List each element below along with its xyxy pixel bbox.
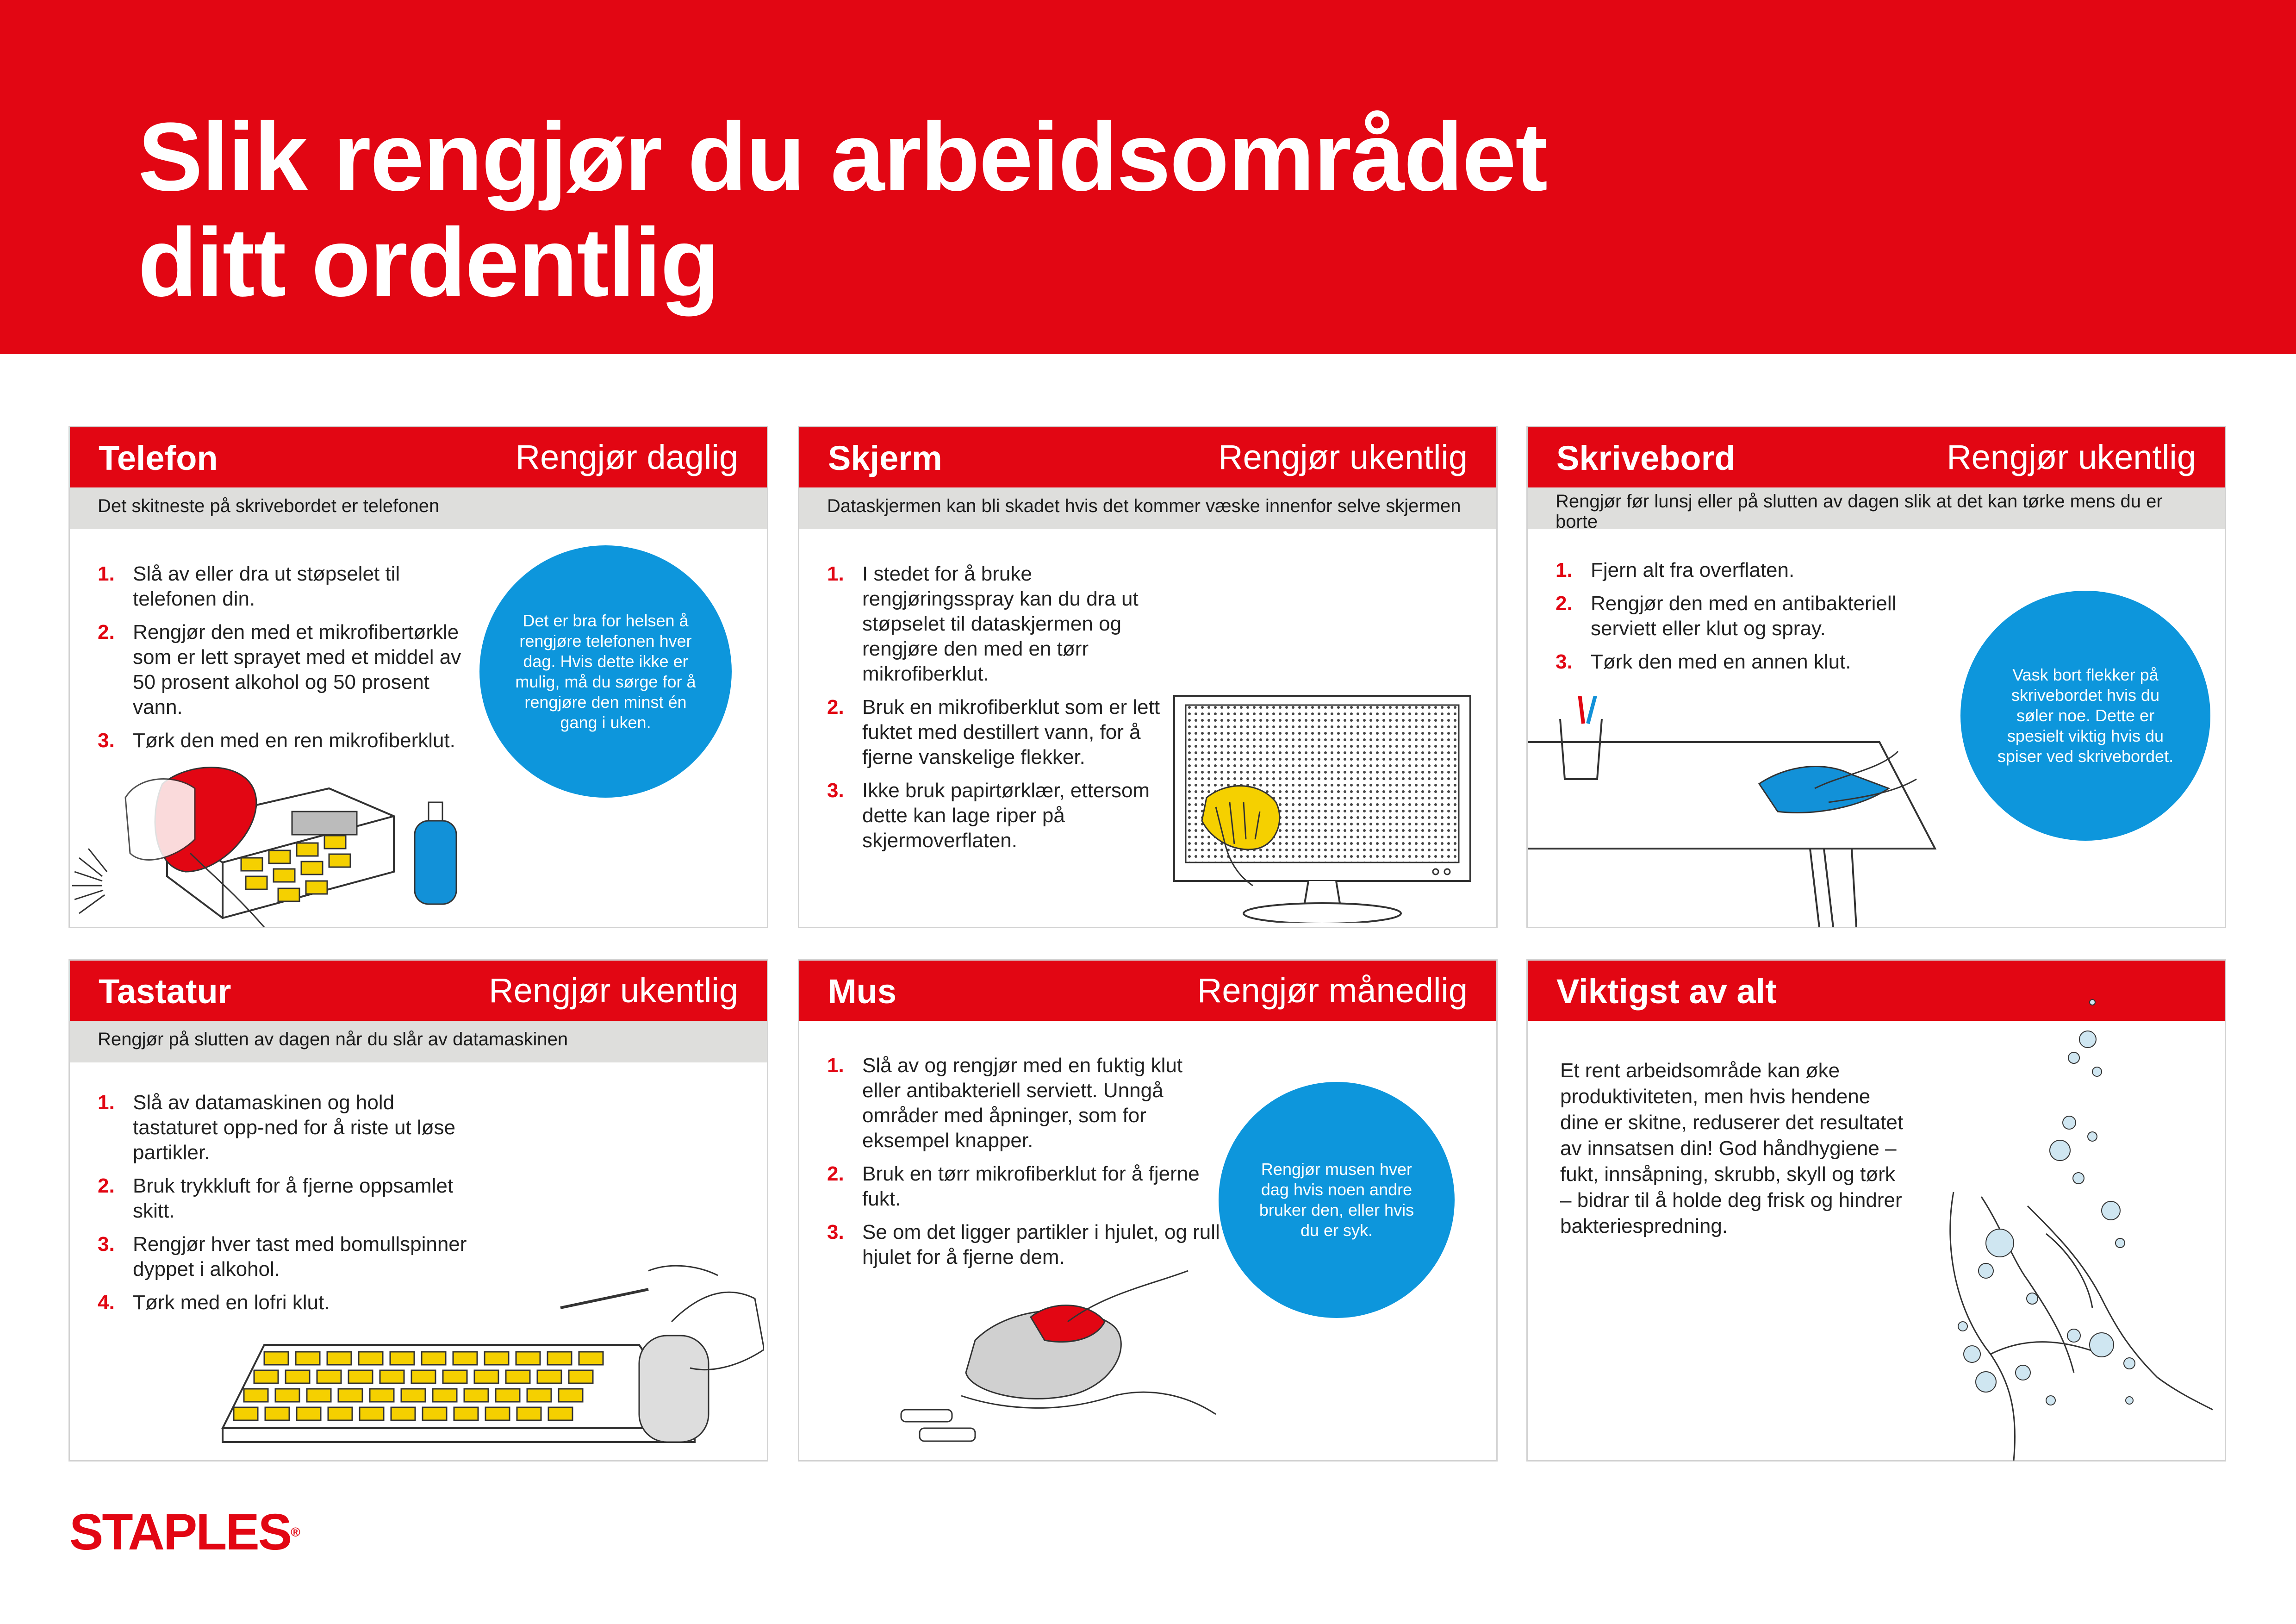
card-header <box>1528 427 2225 487</box>
card-title: Mus <box>828 972 896 1011</box>
monitor-cleaning-illustration <box>1160 691 1484 923</box>
tip-bubble: Rengjør musen hver dag hvis noen andre bruker den, eller hvis du er syk. <box>1219 1082 1455 1318</box>
soap-bubble <box>2068 1052 2079 1063</box>
step-text: Rengjør den med et mikrofibertørkle som er lett sprayet med et middel av 50 prosent alkohol og 50 prosent vann. <box>133 621 461 718</box>
step-item <box>827 778 1160 853</box>
keyboard-key <box>338 1389 362 1402</box>
keyboard-key <box>506 1370 530 1383</box>
card-frequency: Rengjør daglig <box>515 438 738 476</box>
step-text: Tørk med en lofri klut. <box>133 1291 330 1314</box>
step-item <box>98 1174 468 1224</box>
soap-bubble <box>1979 1263 1993 1278</box>
step-number: 3. <box>1556 650 1573 673</box>
keyboard-key <box>234 1407 258 1420</box>
step-number: 2. <box>98 1174 115 1197</box>
card-frequency: Rengjør ukentlig <box>1947 438 2196 476</box>
keyboard-key <box>391 1407 415 1420</box>
step-item <box>1556 650 1916 675</box>
card-header <box>70 961 767 1021</box>
step-number: 1. <box>98 1091 115 1114</box>
soap-bubble <box>2090 1333 2114 1357</box>
keyboard-key <box>537 1370 561 1383</box>
step-text: Rengjør hver tast med bomullspinner dyppet i alkohol. <box>133 1233 467 1280</box>
card-viktigst <box>1526 959 2226 1462</box>
keyboard-key <box>443 1370 467 1383</box>
keyboard-key <box>327 1352 351 1365</box>
soap-bubble <box>2050 1140 2070 1161</box>
card-header <box>799 961 1496 1021</box>
keyboard-key <box>485 1407 510 1420</box>
keyboard-key <box>264 1352 288 1365</box>
step-number: 2. <box>1556 592 1573 615</box>
card-subtitle: Dataskjermen kan bli skadet hvis det kommer væske innenfor selve skjermen <box>799 487 1496 529</box>
page-title <box>138 104 1547 315</box>
card-title: Skrivebord <box>1556 439 1736 477</box>
keyboard-key <box>548 1352 572 1365</box>
keyboard-key <box>286 1370 310 1383</box>
soap-bubble <box>1986 1229 2014 1257</box>
keyboard-key <box>527 1389 551 1402</box>
keyboard-key <box>390 1352 414 1365</box>
keyboard-key <box>453 1352 477 1365</box>
keyboard-key <box>244 1389 268 1402</box>
keyboard-key <box>516 1352 540 1365</box>
registered-mark: ® <box>291 1525 300 1539</box>
card-frequency: Rengjør ukentlig <box>1218 438 1468 476</box>
keyboard-key <box>474 1370 498 1383</box>
soap-bubble <box>2126 1397 2133 1404</box>
card-subtitle: Rengjør på slutten av dagen når du slår av datamaskinen <box>70 1021 767 1062</box>
step-text: Ikke bruk papirtørklær, ettersom dette kan lage riper på skjermoverflaten. <box>862 779 1150 852</box>
header-banner <box>0 0 2296 354</box>
card-title: Viktigst av alt <box>1556 972 1777 1011</box>
step-list <box>1556 558 1916 683</box>
step-item <box>827 695 1160 770</box>
keyboard-key <box>317 1370 341 1383</box>
desk-cleaning-illustration <box>1528 696 1967 927</box>
tip-bubble: Vask bort flekker på skrivebordet hvis du søler noe. Dette er spesielt viktig hvis du spiser ved skrivebordet. <box>1960 591 2210 841</box>
step-number: 1. <box>98 562 115 585</box>
card-title: Skjerm <box>828 439 942 477</box>
step-text: Tørk den med en ren mikrofiberklut. <box>133 729 455 752</box>
step-text: Slå av eller dra ut støpselet til telefonen din. <box>133 562 400 610</box>
step-text: Se om det ligger partikler i hjulet, og rull hjulet for å fjerne dem. <box>862 1221 1220 1268</box>
card-header <box>70 427 767 487</box>
step-number: 2. <box>827 1162 844 1185</box>
keyboard-key <box>296 1352 320 1365</box>
card-subtitle: Det skitneste på skrivebordet er telefonen <box>70 487 767 529</box>
step-number: 3. <box>827 1221 844 1243</box>
step-number: 3. <box>827 779 844 802</box>
step-text: Tørk den med en annen klut. <box>1591 650 1851 673</box>
soap-bubble <box>2088 1132 2097 1141</box>
card-tastatur <box>68 959 768 1462</box>
card-telefon <box>68 426 768 928</box>
soap-bubble <box>1958 1322 1967 1331</box>
soap-bubble <box>2063 1116 2076 1129</box>
soap-bubble <box>2073 1173 2084 1184</box>
title-line-1: Slik rengjør du arbeidsområdet <box>138 102 1547 211</box>
keyboard-cleaning-illustration <box>209 1257 764 1461</box>
keyboard-key <box>548 1407 572 1420</box>
step-text: Fjern alt fra overflaten. <box>1591 559 1795 581</box>
title-line-2: ditt ordentlig <box>138 208 719 317</box>
keyboard-key <box>348 1370 373 1383</box>
phone-cleaning-illustration <box>70 724 486 927</box>
step-text: Bruk en tørr mikrofiberklut for å fjerne fukt. <box>862 1162 1200 1210</box>
soap-bubble <box>2116 1238 2125 1248</box>
step-number: 2. <box>98 621 115 643</box>
card-subtitle: Rengjør før lunsj eller på slutten av dagen slik at det kan tørke mens du er borte <box>1528 487 2225 529</box>
soap-bubble <box>2079 1031 2096 1048</box>
soap-bubble <box>2102 1201 2120 1220</box>
keyboard-key <box>423 1407 447 1420</box>
step-text: Rengjør den med en antibakteriell serviett eller klut og spray. <box>1591 592 1897 640</box>
soap-bubble <box>2090 999 2095 1005</box>
mouse-cleaning-illustration <box>892 1257 1308 1461</box>
keyboard-key <box>254 1370 278 1383</box>
step-number: 1. <box>1556 559 1573 581</box>
step-number: 3. <box>98 1233 115 1255</box>
card-header <box>799 427 1496 487</box>
keyboard-key <box>380 1370 404 1383</box>
keyboard-key <box>359 1352 383 1365</box>
step-number: 1. <box>827 1054 844 1077</box>
keyboard-key <box>401 1389 425 1402</box>
keyboard-key <box>454 1407 478 1420</box>
keyboard-key <box>579 1352 603 1365</box>
keyboard-key <box>569 1370 593 1383</box>
card-frequency: Rengjør månedlig <box>1197 971 1468 1010</box>
summary-text: Et rent arbeidsområde kan øke produktiviteten, men hvis hendene dine er skitne, reduserer det resultatet av innsatsen din! God håndhygiene – fukt, innsåpning, skrubb, skyll og tørk – bidrar til å holde deg frisk og hindrer bakteriespredning. <box>1560 1059 1904 1237</box>
soap-bubble <box>2027 1293 2038 1304</box>
step-list <box>827 1053 1225 1278</box>
keyboard-key <box>307 1389 331 1402</box>
keyboard-key <box>265 1407 289 1420</box>
step-text: Slå av datamaskinen og hold tastaturet opp-ned for å riste ut løse partikler. <box>133 1091 456 1164</box>
step-list <box>827 562 1160 862</box>
step-item <box>827 1162 1225 1212</box>
logo-text: STAPLES <box>69 1504 291 1561</box>
soap-bubble <box>2016 1365 2030 1380</box>
step-number: 4. <box>98 1291 115 1314</box>
keyboard-key <box>559 1389 583 1402</box>
step-text: Bruk en mikrofiberklut som er lett fuktet med destillert vann, for å fjerne vanskelige flekker. <box>862 696 1160 768</box>
card-title: Telefon <box>99 439 218 477</box>
soap-bubble <box>2046 1396 2055 1405</box>
keyboard-key <box>360 1407 384 1420</box>
soap-bubble <box>2067 1329 2080 1342</box>
card-frequency: Rengjør ukentlig <box>489 971 738 1010</box>
soap-bubble <box>1976 1372 1996 1392</box>
keyboard-key <box>297 1407 321 1420</box>
keyboard-key <box>517 1407 541 1420</box>
keyboard-key <box>328 1407 352 1420</box>
step-text: I stedet for å bruke rengjøringsspray kan du dra ut støpselet til dataskjermen og rengjøre den med en tørr mikrofiberklut. <box>862 562 1139 685</box>
keyboard-key <box>411 1370 436 1383</box>
card-title: Tastatur <box>99 972 231 1011</box>
step-item <box>1556 558 1916 583</box>
keyboard-key <box>464 1389 488 1402</box>
keyboard-key <box>275 1389 299 1402</box>
step-number: 2. <box>827 696 844 718</box>
keyboard-key <box>433 1389 457 1402</box>
step-item <box>98 562 468 612</box>
step-text: Slå av og rengjør med en fuktig klut eller antibakteriell serviett. Unngå områder med åpninger, som for eksempel knapper. <box>862 1054 1183 1152</box>
step-number: 3. <box>98 729 115 752</box>
step-text: Bruk trykkluft for å fjerne oppsamlet skitt. <box>133 1174 454 1222</box>
soap-bubble <box>2124 1358 2135 1369</box>
step-item <box>827 562 1160 687</box>
step-item <box>98 620 468 720</box>
staples-logo <box>69 1505 300 1560</box>
step-item <box>98 1090 468 1165</box>
keyboard-key <box>422 1352 446 1365</box>
card-skjerm <box>798 426 1498 928</box>
tip-bubble: Det er bra for helsen å rengjøre telefonen hver dag. Hvis dette ikke er mulig, må du sørge for å rengjøre den minst én gang i uken. <box>479 545 732 798</box>
soap-bubble <box>1964 1346 1980 1362</box>
keyboard-key <box>496 1389 520 1402</box>
card-skrivebord <box>1526 426 2226 928</box>
card-mus <box>798 959 1498 1462</box>
step-number: 1. <box>827 562 844 585</box>
keyboard-key <box>370 1389 394 1402</box>
step-item <box>827 1053 1225 1153</box>
soap-bubble <box>2092 1067 2102 1076</box>
handwashing-illustration <box>1935 984 2222 1461</box>
keyboard-key <box>485 1352 509 1365</box>
step-item <box>1556 591 1916 641</box>
